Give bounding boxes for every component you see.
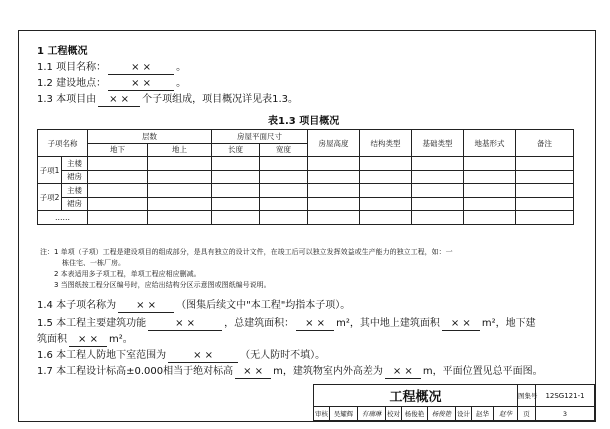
site-value: × × bbox=[108, 78, 174, 91]
page-label: 页 bbox=[518, 407, 536, 421]
section-heading: 1 工程概况 bbox=[37, 46, 88, 57]
note-1-cont: 栋住宅、一栋厂房。 bbox=[62, 259, 125, 267]
subitems-value: × × bbox=[98, 94, 140, 107]
subitem-1-label: 子项1 bbox=[38, 157, 62, 184]
designer-name: 赵华 bbox=[472, 407, 494, 421]
civil-defense-value: × × bbox=[168, 350, 238, 363]
annex-label: 裙房 bbox=[62, 170, 88, 184]
atlas-number: 12SG121-1 bbox=[536, 385, 595, 407]
checker-signature: 杨俊艳 bbox=[428, 407, 456, 421]
under-area-end: m²。 bbox=[109, 334, 133, 345]
col-plan-size: 房屋平面尺寸 bbox=[212, 130, 308, 144]
line-project-name bbox=[37, 62, 186, 75]
subitems-end: 个子项组成，项目概况详见表1.3。 bbox=[142, 94, 298, 105]
line-subitems bbox=[37, 94, 298, 107]
function-label: 1.5 本工程主要建筑功能 bbox=[37, 318, 147, 329]
civil-defense-end: （无人防时不填）。 bbox=[240, 350, 326, 361]
ellipsis-cell: …… bbox=[38, 211, 88, 225]
col-aboveground: 地上 bbox=[148, 143, 212, 157]
project-overview-table bbox=[37, 129, 574, 225]
above-area-value: × × bbox=[442, 318, 480, 331]
line-site bbox=[37, 78, 186, 91]
under-area-label: m²，地下建 bbox=[481, 318, 536, 329]
line-underground-area bbox=[37, 334, 133, 347]
under-area-value: × × bbox=[69, 334, 107, 347]
height-diff-value: × × bbox=[385, 366, 421, 379]
total-area-value: × × bbox=[296, 318, 334, 331]
review-label: 审核 bbox=[314, 407, 330, 421]
col-width: 宽度 bbox=[260, 143, 308, 157]
note-3: 3 当图纸按工程分区编号时，应给出结构分区示意图或图纸编号说明。 bbox=[54, 281, 271, 289]
subitem-name-end: （图集后续文中"本工程"均指本子项）。 bbox=[176, 300, 351, 311]
reviewer-signature: 有瑞琳 bbox=[358, 407, 386, 421]
table-row bbox=[38, 211, 574, 225]
col-underground: 地下 bbox=[88, 143, 148, 157]
project-name-end: 。 bbox=[176, 62, 187, 73]
table-row bbox=[38, 170, 574, 184]
elevation-value: × × bbox=[235, 366, 271, 379]
subitem-name-label: 1.4 本子项名称为 bbox=[37, 300, 117, 311]
under-area-label-2: 筑面积 bbox=[37, 334, 67, 345]
note-1: 注：1 单项（子项）工程是建设项目的组成部分，是具有独立的设计文件，在竣工后可以独立发挥效益或生产能力的独立工程，如：一 bbox=[40, 248, 453, 256]
table-row bbox=[38, 157, 574, 171]
title-row bbox=[314, 385, 595, 407]
elevation-label: 1.7 本工程设计标高±0.000相当于绝对标高 bbox=[37, 366, 234, 377]
col-length: 长度 bbox=[212, 143, 260, 157]
title-block bbox=[313, 384, 595, 421]
subitems-label: 1.3 本项目由 bbox=[37, 94, 97, 105]
col-height: 房屋高度 bbox=[308, 130, 360, 157]
table-header-row bbox=[38, 130, 574, 144]
subitem-name-value: × × bbox=[118, 300, 174, 313]
total-area-label: ，总建筑面积： bbox=[224, 318, 295, 329]
line-function-area bbox=[37, 318, 536, 331]
elevation-end: m，平面位置见总平面图。 bbox=[422, 366, 543, 377]
height-diff-label: m，建筑物室内外高差为 bbox=[273, 366, 383, 377]
line-elevation bbox=[37, 366, 543, 379]
main-building-label: 主楼 bbox=[62, 157, 88, 171]
atlas-number-label: 图集号 bbox=[518, 385, 536, 407]
col-subitem-name: 子项名称 bbox=[38, 130, 88, 157]
table-row bbox=[38, 184, 574, 198]
line-subitem-name bbox=[37, 300, 350, 313]
col-terrain: 地基形式 bbox=[464, 130, 516, 157]
project-name-label: 1.1 项目名称： bbox=[37, 62, 107, 73]
drawing-title: 工程概况 bbox=[314, 385, 518, 407]
check-label: 校对 bbox=[386, 407, 402, 421]
civil-defense-label: 1.6 本工程人防地下室范围为 bbox=[37, 350, 167, 361]
table-caption: 表1.3 项目概况 bbox=[268, 116, 340, 127]
checker-name: 杨俊艳 bbox=[402, 407, 428, 421]
signature-row bbox=[314, 407, 595, 421]
col-remarks: 备注 bbox=[516, 130, 574, 157]
note-2: 2 本表适用多子项工程，单项工程应相应删减。 bbox=[54, 270, 201, 278]
design-label: 设计 bbox=[456, 407, 472, 421]
col-structure: 结构类型 bbox=[360, 130, 412, 157]
col-foundation: 基础类型 bbox=[412, 130, 464, 157]
main-building-label: 主楼 bbox=[62, 184, 88, 198]
reviewer-name: 吴耀辉 bbox=[330, 407, 358, 421]
designer-signature: 赵华 bbox=[494, 407, 518, 421]
subitem-2-label: 子项2 bbox=[38, 184, 62, 211]
site-end: 。 bbox=[176, 78, 187, 89]
page-number: 3 bbox=[536, 407, 595, 421]
project-name-value: × × bbox=[108, 62, 174, 75]
site-label: 1.2 建设地点： bbox=[37, 78, 107, 89]
col-floors: 层数 bbox=[88, 130, 212, 144]
function-value: × × bbox=[148, 318, 222, 331]
table-row bbox=[38, 197, 574, 211]
annex-label: 裙房 bbox=[62, 197, 88, 211]
line-civil-defense bbox=[37, 350, 325, 363]
above-area-label: m²，其中地上建筑面积 bbox=[336, 318, 440, 329]
